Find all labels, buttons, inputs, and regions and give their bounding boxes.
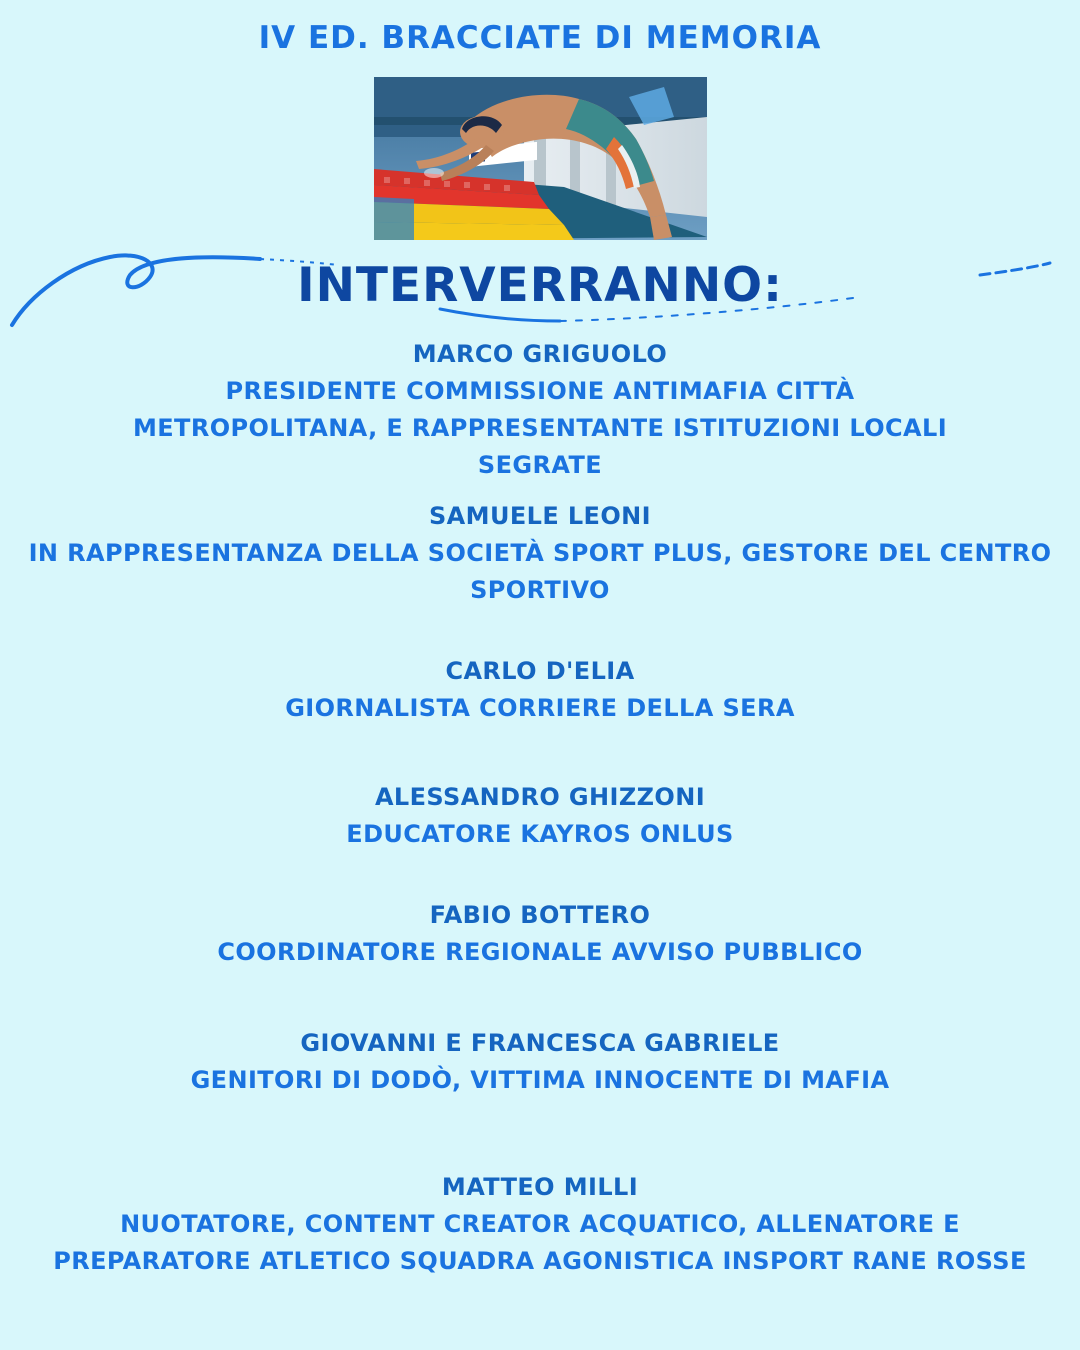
speaker-role: NUOTATORE, CONTENT CREATOR ACQUATICO, ALLENATORE E PREPARATORE ATLETICO SQUADRA AGONISTICA INSPORT RANE ROSSE [53, 1210, 1027, 1275]
speaker-name: MARCO GRIGUOLO [412, 340, 668, 368]
speaker-role: PRESIDENTE COMMISSIONE ANTIMAFIA CITTÀ METROPOLITANA, E RAPPRESENTANTE ISTITUZIONI LOCALI SEGRATE [132, 377, 948, 479]
speaker-role: COORDINATORE REGIONALE AVVISO PUBBLICO [217, 938, 863, 966]
speaker-entry [20, 897, 1060, 971]
swimmer-photo [374, 77, 707, 240]
speaker-entry [20, 653, 1060, 727]
speaker-name: CARLO D'ELIA [445, 657, 635, 685]
speaker-entry [20, 1025, 1060, 1099]
speaker-name: SAMUELE LEONI [429, 502, 651, 530]
event-title: IV ED. BRACCIATE DI MEMORIA [258, 20, 822, 56]
speaker-entry [20, 336, 1060, 484]
speaker-role: IN RAPPRESENTANZA DELLA SOCIETÀ SPORT PLUS, GESTORE DEL CENTRO SPORTIVO [28, 539, 1052, 604]
speaker-role: GIORNALISTA CORRIERE DELLA SERA [285, 694, 795, 722]
speaker-name: GIOVANNI E FRANCESCA GABRIELE [300, 1029, 780, 1057]
speaker-entry [20, 779, 1060, 853]
speaker-role: GENITORI DI DODÒ, VITTIMA INNOCENTE DI MAFIA [190, 1066, 890, 1094]
speaker-name: MATTEO MILLI [441, 1173, 639, 1201]
speakers-heading: INTERVERRANNO: [297, 258, 783, 313]
speaker-entry [20, 1169, 1060, 1280]
speaker-entry [20, 498, 1060, 609]
speaker-role: EDUCATORE KAYROS ONLUS [346, 820, 734, 848]
speaker-name: FABIO BOTTERO [429, 901, 651, 929]
speaker-name: ALESSANDRO GHIZZONI [374, 783, 706, 811]
swimmer-diving-icon [374, 77, 707, 240]
